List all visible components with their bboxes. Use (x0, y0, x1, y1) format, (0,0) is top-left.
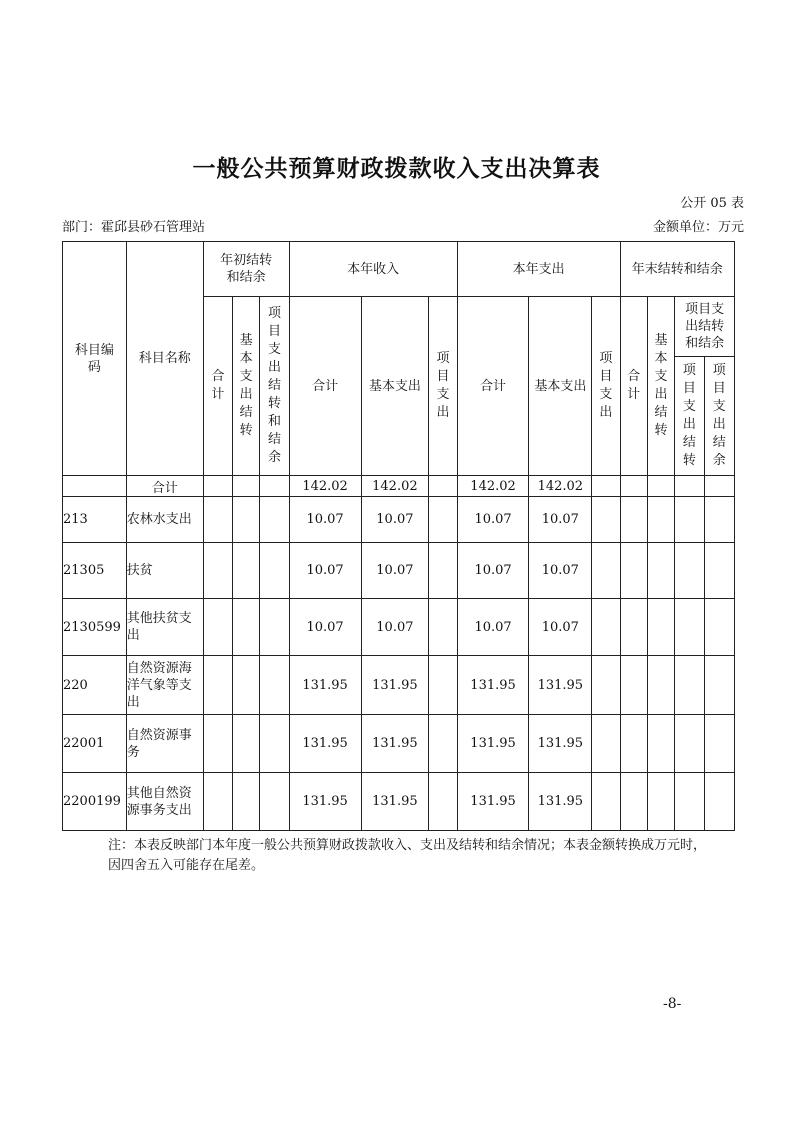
row-code: 22001 (63, 715, 127, 773)
row-code: 2130599 (63, 599, 127, 656)
table-cell (203, 497, 232, 543)
row-income-total: 131.95 (289, 773, 361, 831)
total-expense-basic: 142.02 (529, 476, 592, 497)
table-cell (203, 599, 232, 656)
row-income-basic: 131.95 (361, 656, 429, 715)
row-code: 21305 (63, 543, 127, 599)
table-cell (429, 476, 457, 497)
table-row (63, 773, 735, 831)
expense-project-header: 项目支出 (592, 297, 620, 476)
row-expense-total: 131.95 (457, 715, 529, 773)
row-expense-total: 131.95 (457, 773, 529, 831)
table-cell (675, 476, 704, 497)
table-cell (620, 773, 647, 831)
row-income-total: 131.95 (289, 715, 361, 773)
income-header: 本年收入 (289, 242, 457, 297)
table-cell (647, 773, 674, 831)
table-cell (203, 773, 232, 831)
expense-header: 本年支出 (457, 242, 620, 297)
table-cell (647, 543, 674, 599)
table-cell (233, 715, 260, 773)
table-cell (203, 476, 232, 497)
table-cell (260, 656, 289, 715)
row-income-total: 131.95 (289, 656, 361, 715)
table-cell (203, 715, 232, 773)
total-row (63, 476, 735, 497)
closing-project-carry-header: 项目支出结转 (675, 357, 704, 476)
table-row (63, 497, 735, 543)
unit-label: 金额单位：万元 (652, 220, 744, 235)
form-number: 公开 05 表 (680, 196, 744, 211)
total-income: 142.02 (289, 476, 361, 497)
table-cell (620, 715, 647, 773)
opening-total-header: 合计 (203, 297, 232, 476)
row-expense-basic: 131.95 (529, 656, 592, 715)
footnote: 注：本表反映部门本年度一般公共预算财政拨款收入、支出及结转和结余情况；本表金额转换成万元时，因四舍五入可能存在尾差。 (108, 838, 707, 873)
table-cell (675, 773, 704, 831)
table-cell (647, 599, 674, 656)
table-cell (203, 543, 232, 599)
row-income-total: 10.07 (289, 543, 361, 599)
table-cell (704, 476, 735, 497)
row-income-basic: 10.07 (361, 543, 429, 599)
page-title: 一般公共预算财政拨款收入支出决算表 (192, 155, 601, 182)
closing-total-header: 合计 (620, 297, 647, 476)
row-expense-basic: 10.07 (529, 497, 592, 543)
table-cell (647, 476, 674, 497)
closing-project-surplus-header: 项目支出结余 (704, 357, 735, 476)
closing-project-header: 项目支出结转和结余 (675, 297, 735, 357)
row-expense-basic: 10.07 (529, 599, 592, 656)
table-cell (260, 476, 289, 497)
table-cell (63, 476, 127, 497)
table-cell (260, 715, 289, 773)
table-cell (429, 543, 457, 599)
table-cell (592, 773, 620, 831)
col-name-header: 科目名称 (126, 242, 203, 476)
row-income-total: 10.07 (289, 497, 361, 543)
table-cell (620, 599, 647, 656)
table-cell (620, 543, 647, 599)
income-basic-header: 基本支出 (361, 297, 429, 476)
table-cell (592, 476, 620, 497)
table-cell (704, 497, 735, 543)
col-code-header: 科目编码 (63, 242, 127, 476)
table-row (63, 543, 735, 599)
table-row (63, 715, 735, 773)
closing-basic-header: 基本支出结转 (647, 297, 674, 476)
table-cell (260, 497, 289, 543)
income-project-header: 项目支出 (429, 297, 457, 476)
page-number: -8- (663, 996, 682, 1012)
table-cell (592, 497, 620, 543)
table-cell (233, 476, 260, 497)
row-expense-basic: 10.07 (529, 543, 592, 599)
row-name: 扶贫 (126, 543, 203, 599)
table-cell (592, 599, 620, 656)
table-cell (704, 773, 735, 831)
header-row-1 (63, 242, 735, 297)
table-cell (704, 599, 735, 656)
opening-basic-header: 基本支出结转 (233, 297, 260, 476)
table-cell (675, 715, 704, 773)
row-income-total: 10.07 (289, 599, 361, 656)
table-cell (233, 656, 260, 715)
table-cell (620, 497, 647, 543)
row-expense-total: 10.07 (457, 543, 529, 599)
table-cell (592, 656, 620, 715)
total-income-basic: 142.02 (361, 476, 429, 497)
total-label: 合计 (126, 476, 203, 497)
table-cell (429, 599, 457, 656)
table-cell (704, 543, 735, 599)
table-cell (592, 715, 620, 773)
opening-balance-header: 年初结转和结余 (203, 242, 289, 297)
table-cell (429, 497, 457, 543)
row-expense-total: 131.95 (457, 656, 529, 715)
table-row (63, 656, 735, 715)
expense-basic-header: 基本支出 (529, 297, 592, 476)
total-expense: 142.02 (457, 476, 529, 497)
row-name: 其他扶贫支出 (126, 599, 203, 656)
table-cell (704, 715, 735, 773)
table-row (63, 599, 735, 656)
table-cell (647, 715, 674, 773)
row-income-basic: 10.07 (361, 497, 429, 543)
budget-table (62, 241, 735, 831)
row-income-basic: 131.95 (361, 773, 429, 831)
opening-project-header: 项目支出结转和结余 (260, 297, 289, 476)
table-cell (647, 497, 674, 543)
row-name: 自然资源海洋气象等支出 (126, 656, 203, 715)
table-cell (620, 656, 647, 715)
department-label: 部门：霍邱县砂石管理站 (62, 220, 206, 235)
expense-total-header: 合计 (457, 297, 529, 476)
income-total-header: 合计 (289, 297, 361, 476)
table-cell (592, 543, 620, 599)
row-income-basic: 131.95 (361, 715, 429, 773)
table-cell (675, 656, 704, 715)
table-cell (429, 773, 457, 831)
row-expense-total: 10.07 (457, 599, 529, 656)
row-name: 自然资源事务 (126, 715, 203, 773)
table-cell (675, 599, 704, 656)
row-name: 其他自然资源事务支出 (126, 773, 203, 831)
row-expense-basic: 131.95 (529, 715, 592, 773)
row-expense-total: 10.07 (457, 497, 529, 543)
table-cell (233, 773, 260, 831)
row-code: 213 (63, 497, 127, 543)
table-cell (704, 656, 735, 715)
table-cell (260, 773, 289, 831)
row-code: 2200199 (63, 773, 127, 831)
table-cell (675, 543, 704, 599)
closing-balance-header: 年末结转和结余 (620, 242, 734, 297)
table-cell (429, 656, 457, 715)
table-cell (620, 476, 647, 497)
table-cell (260, 599, 289, 656)
table-cell (233, 543, 260, 599)
row-income-basic: 10.07 (361, 599, 429, 656)
table-cell (260, 543, 289, 599)
table-cell (233, 599, 260, 656)
table-cell (203, 656, 232, 715)
row-code: 220 (63, 656, 127, 715)
table-cell (675, 497, 704, 543)
table-cell (647, 656, 674, 715)
row-name: 农林水支出 (126, 497, 203, 543)
row-expense-basic: 131.95 (529, 773, 592, 831)
table-cell (233, 497, 260, 543)
table-cell (429, 715, 457, 773)
